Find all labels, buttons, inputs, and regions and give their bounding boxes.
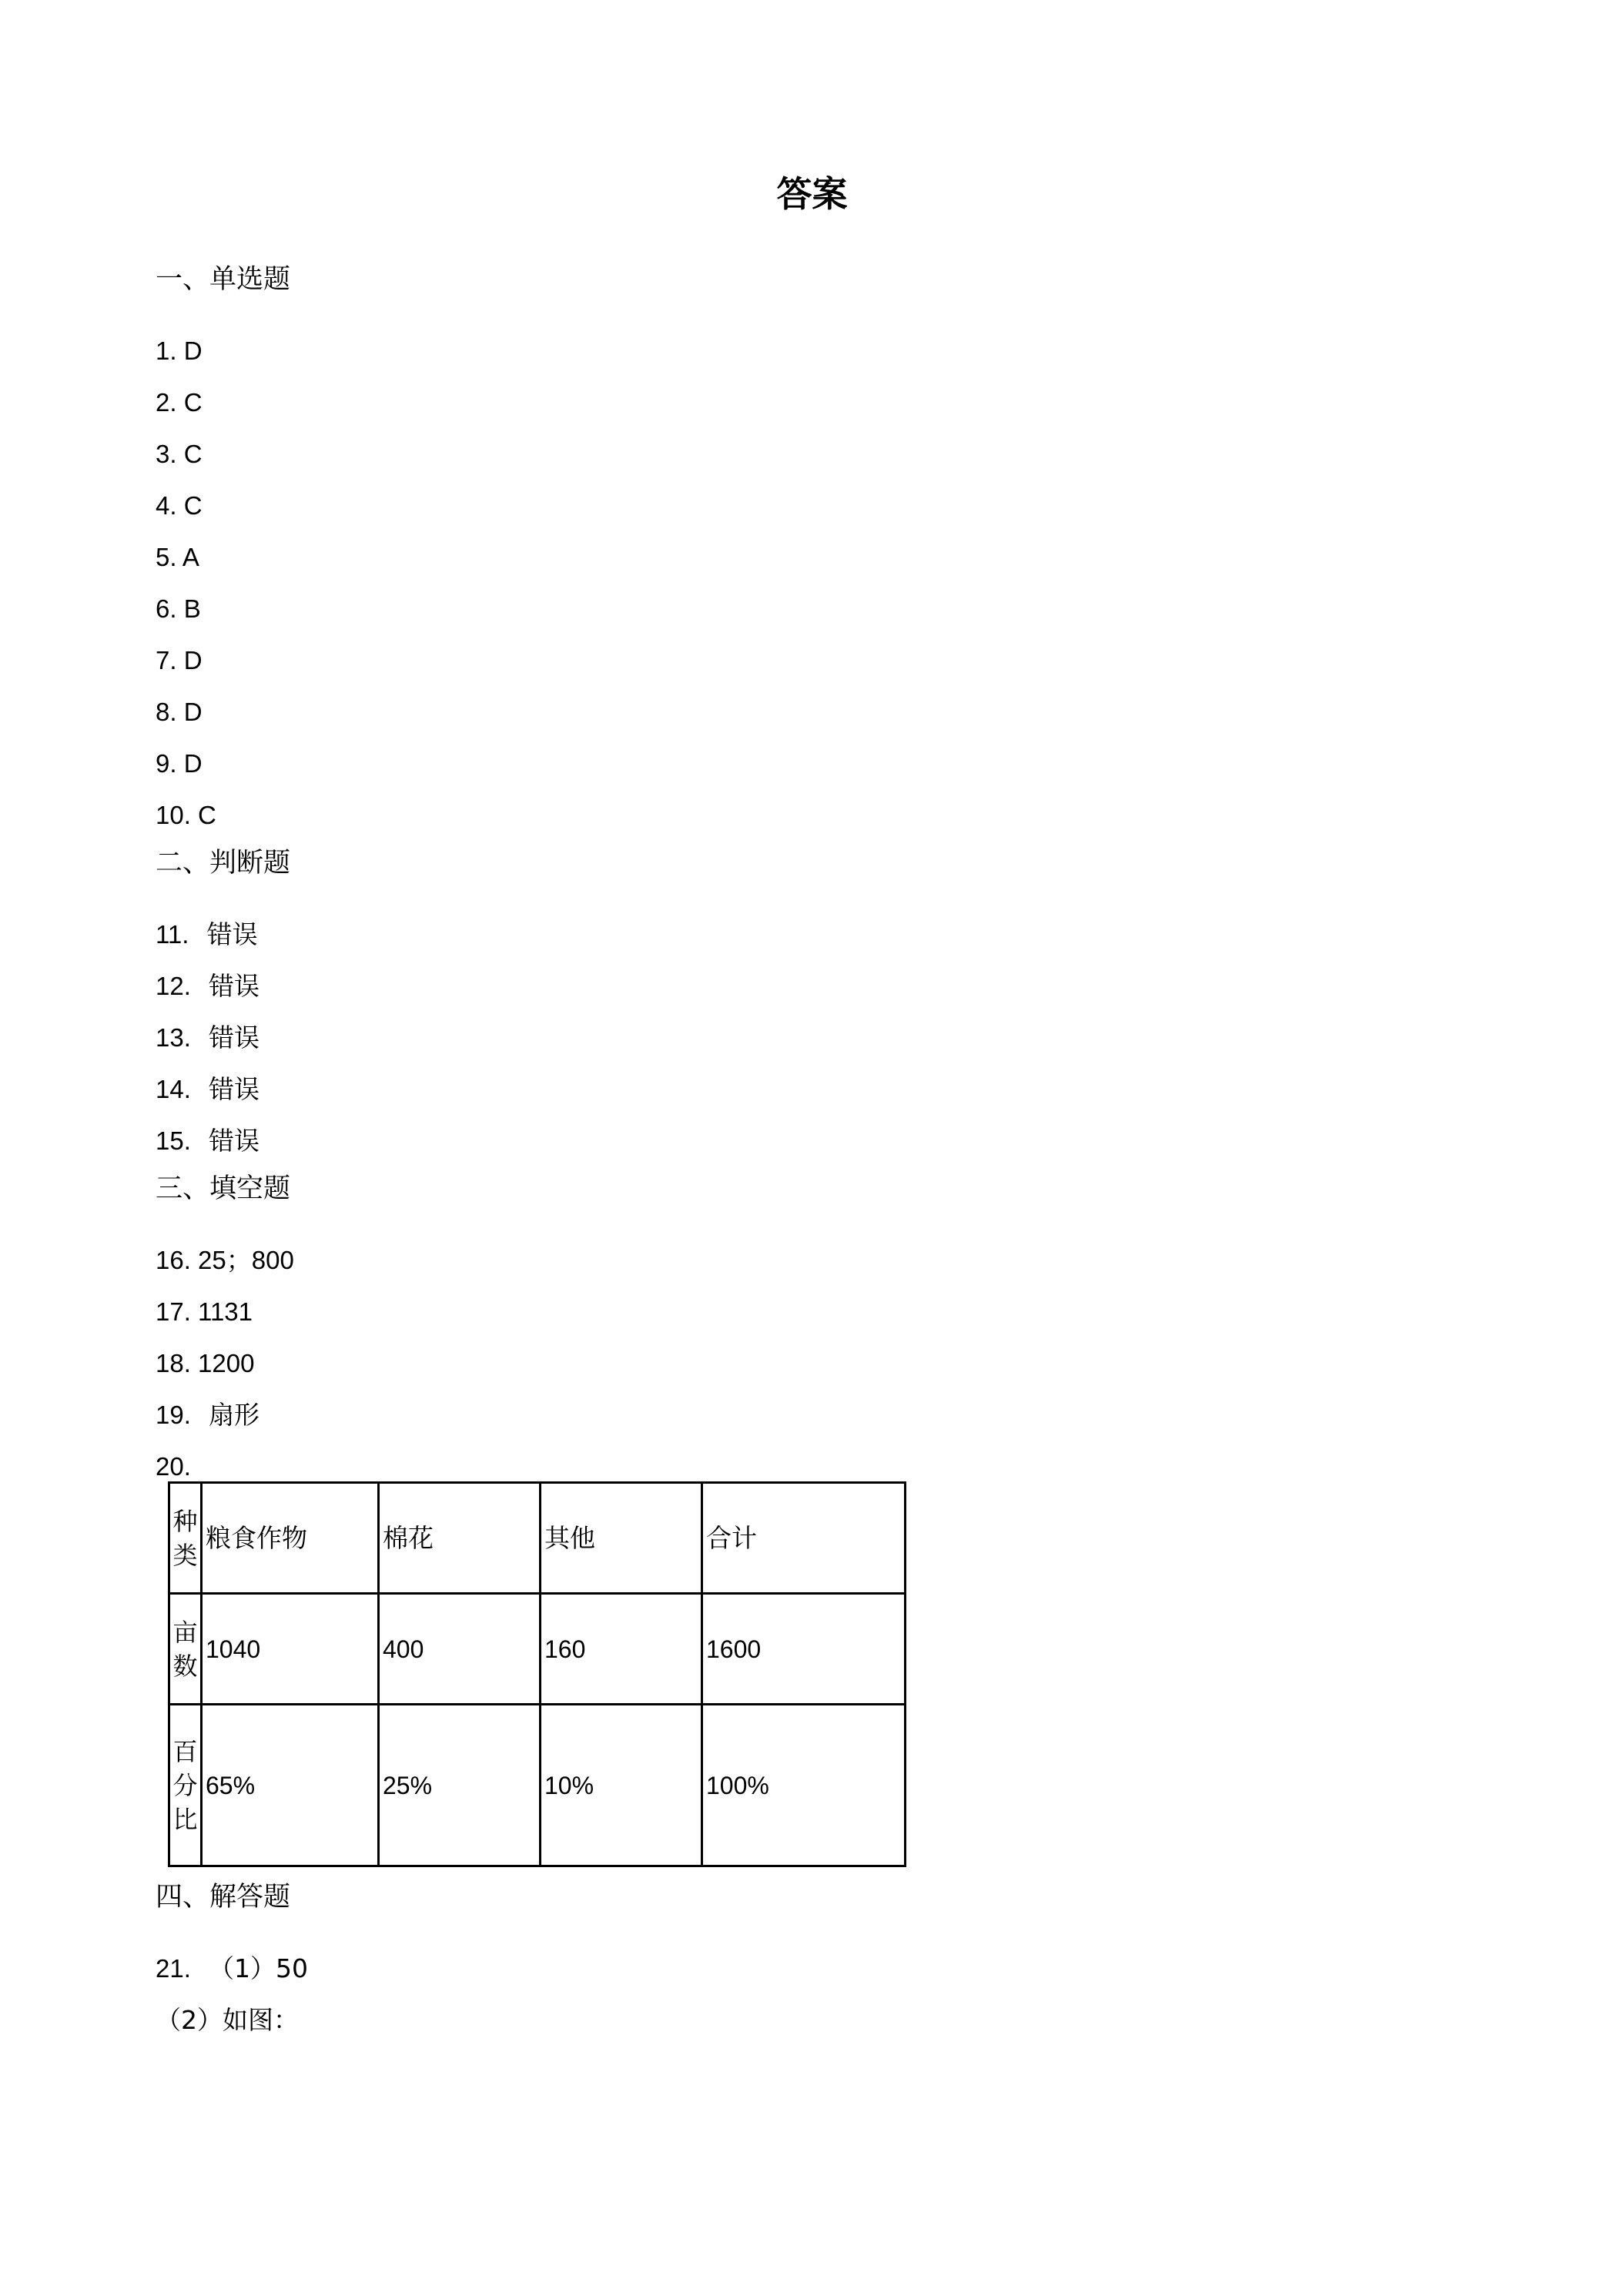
section-heading-solution: 四、解答题 [156,1882,291,1913]
answer-line [156,1347,254,1381]
answer-value: B [183,594,201,623]
answer-value: C [183,440,203,468]
question-number: 10. [156,801,191,829]
question-number: 2. [156,388,177,417]
question-number: 6. [156,594,177,623]
answer-value: C [198,801,216,829]
question-number: 1. [156,336,177,365]
table-row [169,1705,906,1866]
row-header: 亩数 [169,1594,202,1705]
answer-value: 错误 [209,1074,260,1104]
question-number: 7. [156,646,177,674]
answer-value: 25；800 [198,1246,294,1274]
answer-value: 1131 [198,1297,253,1326]
answer-line [156,334,203,368]
section-heading-single-choice: 一、单选题 [156,264,291,295]
question-number: 15. [156,1126,191,1155]
answer-line [156,1952,308,1986]
table-cell: 25% [379,1705,541,1866]
question-number: 20. [156,1452,191,1481]
question-number: 11. [156,920,189,949]
answer-value: 错误 [209,1126,260,1156]
answer-line [156,969,260,1003]
answer-value: D [183,749,203,778]
answer-line [156,489,203,523]
answer-line [156,798,216,832]
table-cell: 100% [702,1705,906,1866]
question-number: 14. [156,1075,191,1103]
section-heading-true-false: 二、判断题 [156,848,291,879]
question-number: 18. [156,1349,191,1377]
section-heading-fill-in-blank: 三、填空题 [156,1173,291,1204]
question-number: 8. [156,698,177,726]
answer-value: 1200 [198,1349,255,1377]
answer-line [156,1295,253,1329]
cell-text: 棉花 [383,1522,434,1553]
answer-value: 扇形 [209,1400,260,1430]
table-cell: 10% [541,1705,702,1866]
question-number: 16. [156,1246,191,1274]
question-number: 4. [156,491,177,520]
table-cell [541,1483,702,1594]
answer-value: （2）如图： [156,2005,299,2035]
answer-line [156,695,203,729]
question-number: 12. [156,972,191,1000]
page-title: 答案 [776,173,848,215]
table-cell: 65% [202,1705,379,1866]
question-number: 19. [156,1401,191,1429]
cell-text: 合计 [706,1522,757,1553]
answer-line [156,1124,260,1158]
answer-value: C [183,491,203,520]
cell-text: 其他 [544,1522,595,1553]
answer-line [156,644,203,678]
question-number: 5. [156,543,177,571]
answer-line [156,918,258,952]
table-cell [379,1483,541,1594]
answer-line [156,386,203,420]
table-cell: 400 [379,1594,541,1705]
cell-text: 粮食作物 [206,1522,307,1553]
answer-value: （1）50 [209,1953,309,1983]
row-header: 百分比 [169,1705,202,1866]
answer-line [156,1450,191,1484]
answer-line [156,1398,260,1432]
answer-line [156,437,203,471]
table-cell: 1040 [202,1594,379,1705]
question-number: 21. [156,1954,191,1983]
answer-value: C [183,388,203,417]
table-row [169,1483,906,1594]
answer-line [156,592,201,626]
question-number: 13. [156,1023,191,1052]
answer-value: 错误 [209,971,260,1001]
question-number: 9. [156,749,177,778]
row-header: 种类 [169,1483,202,1594]
answer-line [156,2003,299,2037]
answer-value: D [183,698,203,726]
table-row [169,1594,906,1705]
answer-value: D [183,336,203,365]
table-cell: 160 [541,1594,702,1705]
question-number: 17. [156,1297,191,1326]
crop-area-table [168,1481,906,1867]
table-cell: 1600 [702,1594,906,1705]
table-cell [702,1483,906,1594]
answer-line [156,1243,294,1277]
table-cell [202,1483,379,1594]
answer-line [156,747,203,781]
answer-line [156,1021,260,1055]
answer-value: 错误 [209,1022,260,1053]
answer-line [156,1073,260,1106]
answer-value: A [182,543,199,571]
answer-value: D [183,646,203,674]
question-number: 3. [156,440,177,468]
answer-line [156,541,199,574]
answer-value: 错误 [206,919,258,949]
